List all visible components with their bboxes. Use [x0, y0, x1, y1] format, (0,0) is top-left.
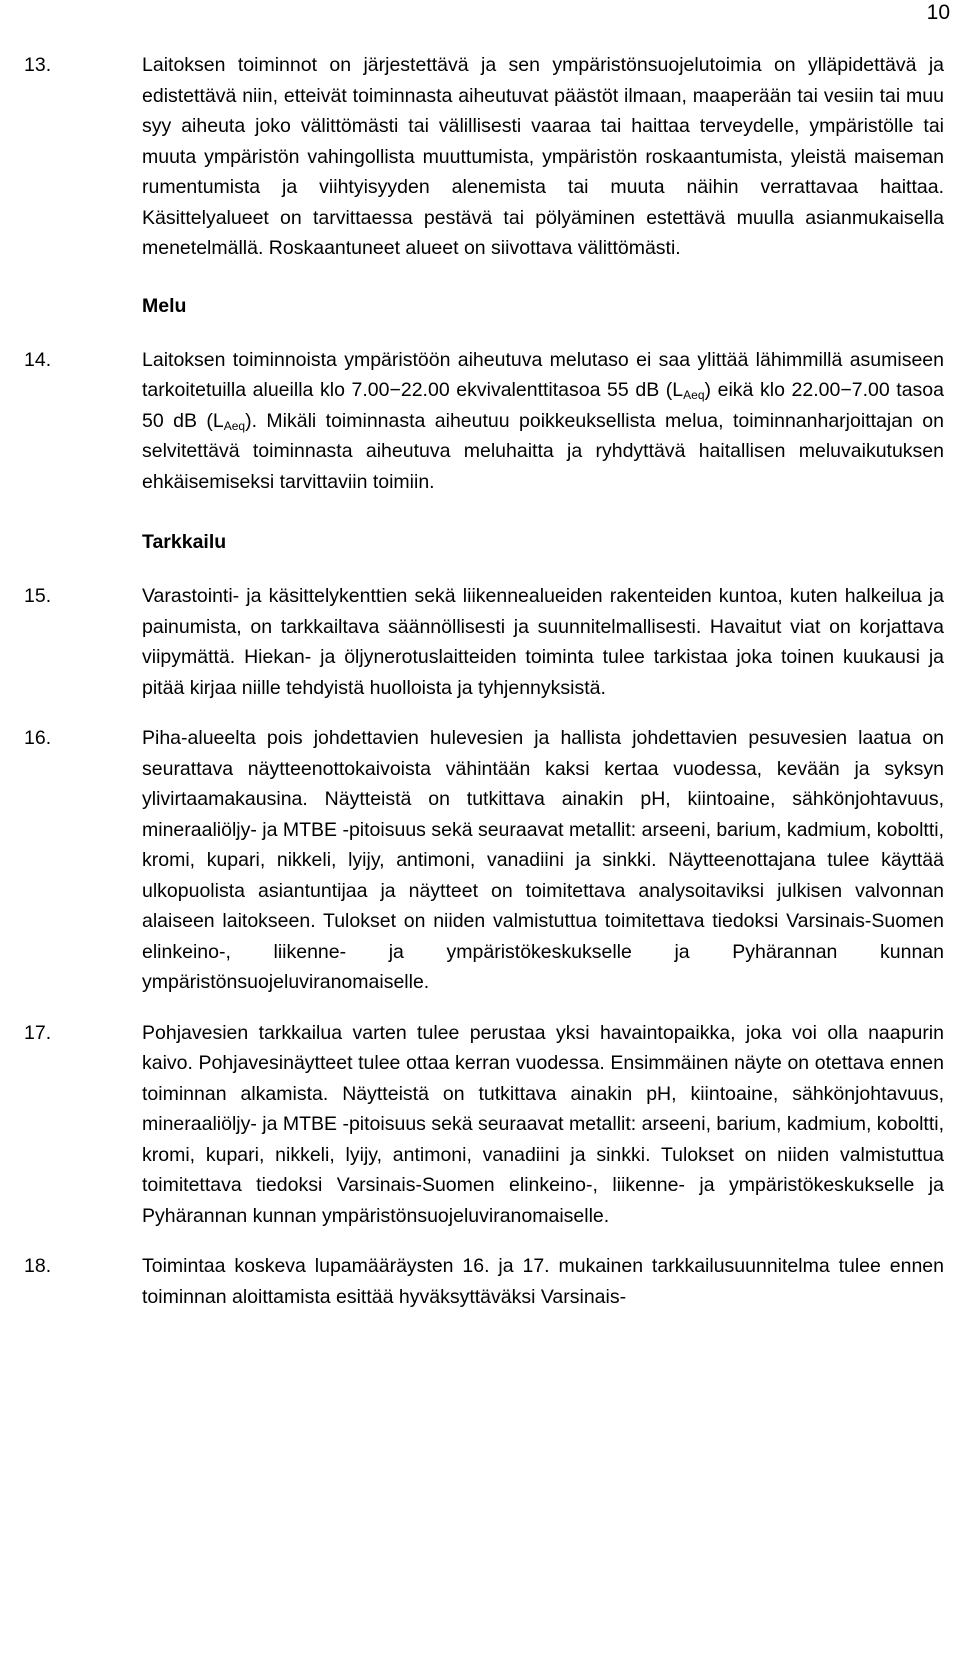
document-body	[24, 50, 944, 1312]
clause-number: 17.	[24, 1021, 52, 1044]
section-heading-melu: Melu	[142, 294, 187, 317]
clause-text: Toimintaa koskeva lupamääräysten 16. ja 17. mukainen tarkkailusuunnitelma tulee ennen toiminnan aloittamista esittää hyväksyttäväksi Varsinais-	[142, 1255, 944, 1308]
clause-14	[24, 345, 944, 498]
clause-18	[24, 1251, 944, 1312]
clause-text: Laitoksen toiminnot on järjestettävä ja sen ympäristönsuojelutoimia on ylläpidettävä ja edistettävä niin, etteivät toiminnasta aiheutuvat päästöt ilmaan, maaperään tai vesiin tai muu syy aiheuta joko välittömästi tai välillisesti vaaraa tai haittaa terveydelle, ympäristölle tai muuta ympäristön vahingollista muuttumista, ympäristön roskaantumista, yleistä maiseman rumentumista ja viihtyisyyden alenemista tai muuta näihin verrattavaa haittaa. Käsittelyalueet on tarvittaessa pestävä tai pölyäminen estettävä muulla asianmukaisella menetelmällä. Roskaantuneet alueet on siivottava välittömästi.	[142, 54, 944, 259]
clause-number: 13.	[24, 54, 52, 76]
clause-text: Varastointi- ja käsittelykenttien sekä liikennealueiden rakenteiden kuntoa, kuten halkeilua ja painumista, on tarkkailtava säännöllisesti ja suunnitelmallisesti. Havaitut viat on korjattava viipymättä. Hiekan- ja öljynerotuslaitteiden toiminta tulee tarkistaa joka toinen kuukausi ja pitää kirjaa niille tehdyistä huolloista ja tyhjennyksistä.	[142, 585, 944, 699]
clause-13	[24, 50, 944, 264]
section-heading-tarkkailu: Tarkkailu	[142, 531, 227, 553]
page-number: 10	[926, 1, 950, 24]
clause-text: Piha-alueelta pois johdettavien hulevesien ja hallista johdettavien pesuvesien laatua on seurattava näytteenottokaivoista vähintään kaksi kertaa vuodessa, kevään ja syksyn ylivirtaamakausina. Näytteistä on tutkittava ainakin pH, kiintoaine, sähkönjohtavuus, mineraaliöljy- ja MTBE -pitoisuus sekä seuraavat metallit: arseeni, barium, kadmium, koboltti, kromi, kupari, nikkeli, lyijy, antimoni, vanadiini ja sinkki. Näytteenottajana tulee käyttää ulkopuolista asiantuntijaa ja näytteet on toimitettava analysoitaviksi julkisen valvonnan alaiseen laitokseen. Tulokset on niiden valmistuttua toimitettava tiedoksi Varsinais-Suomen elinkeino-, liikenne- ja ympäristökeskukselle ja Pyhärannan kunnan ympäristönsuojeluviranomaiselle.	[142, 727, 944, 993]
clause-17	[24, 1018, 944, 1232]
clause-number: 18.	[24, 1255, 52, 1277]
clause-15	[24, 581, 944, 703]
clause-16	[24, 723, 944, 998]
clause-number: 16.	[24, 727, 52, 749]
clause-number: 15.	[24, 585, 52, 607]
clause-text: Pohjavesien tarkkailua varten tulee perustaa yksi havaintopaikka, joka voi olla naapurin kaivo. Pohjavesinäytteet tulee ottaa kerran vuodessa. Ensimmäinen näyte on otettava ennen toiminnan alkamista. Näytteistä on tutkittava ainakin pH, kiintoaine, sähkönjohtavuus, mineraaliöljy- ja MTBE -pitoisuus sekä seuraavat metallit: arseeni, barium, kadmium, koboltti, kromi, kupari, nikkeli, lyijy, antimoni, vanadiini ja sinkki. Tulokset on niiden valmistuttua toimitettava tiedoksi Varsinais-Suomen elinkeino-, liikenne- ja ympäristökeskukselle ja Pyhärannan kunnan ympäristönsuojeluviranomaiselle.	[142, 1021, 944, 1227]
clause-number: 14.	[24, 348, 52, 371]
clause-text: Laitoksen toiminnoista ympäristöön aiheutuva melutaso ei saa ylittää lähimmillä asumiseen tarkoitetuilla alueilla klo 7.00−22.00 ekvivalenttitasoa 55 dB $(L_{Aeq})$ eikä klo 22.00−7.00 tasoa 50 dB $(L_{Aeq})$. Mikäli toiminnasta aiheutuu poikkeuksellista melua, toiminnanharjoittajan on selvitettävä toiminnasta aiheutuva meluhaitta ja ryhdyttävä haitallisen meluvaikutuksen ehkäisemiseksi tarvittaviin toimiin.	[142, 348, 944, 493]
